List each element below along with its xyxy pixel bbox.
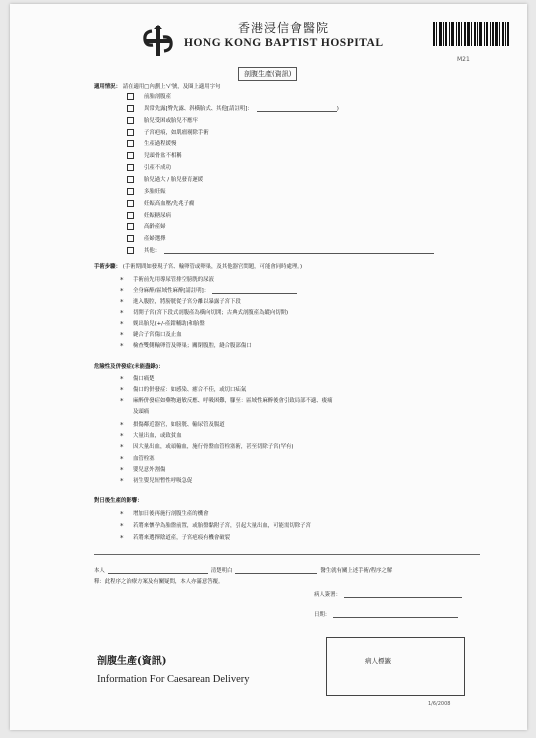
indication-checkbox[interactable] [127,117,134,124]
procedure-item: 縫合子宮傷口及止血 [133,332,182,338]
barcode [433,22,518,46]
indication-item: 妊娠高血壓/先兆子癇 [127,200,194,207]
risk-item-continued: 及頭痛 [133,409,150,415]
procedure-intro: (手術期間如發現子宮、輸卵管或卵巢，及其他器官問題，可能會同時處理。) [122,264,303,270]
indication-checkbox[interactable] [127,176,134,183]
indication-item: 多胎妊娠 [127,188,166,195]
indication-checkbox[interactable] [127,200,134,207]
risk-item: 傷口痛楚 [133,376,155,382]
procedure-item: 進入腹腔，將膀胱從子宮分離以暴露子宮下段 [133,299,241,305]
hospital-name-en: HONG KONG BAPTIST HOSPITAL [184,37,384,49]
indication-item: 異常先露[臀先露、斜橫胎式、其他[請註明]： ) [127,105,339,112]
procedure-item: 娩出胎兒(+/-產鉗輔助)和胎盤 [133,321,205,327]
procedure-item: 手術前先用導尿管排空膀胱的尿液 [133,277,214,283]
risk-item: 傷口的併發症：如感染、癒合不佳，或切口疝氣 [133,387,247,393]
risk-item: 麻醉併發症如藥物過敏反應、呼吸困難，腳至：區域性麻醉後會引致局部不適、痠痛 [133,398,333,404]
indication-checkbox[interactable] [127,93,134,100]
procedure-heading [94,265,302,270]
bullet-star: * [120,421,124,429]
risk-item: 初生嬰兒短暫性呼吸急促 [133,478,193,484]
bullet-star: * [120,375,124,383]
bullet-star: * [120,477,124,485]
hospital-name-zh: 香港浸信會醫院 [238,21,330,35]
indication-item: 胎兒受困或胎兒不應牢 [127,117,198,124]
footer-title-en: Information For Caesarean Delivery [97,674,250,685]
bullet-star: * [120,320,124,328]
indication-checkbox[interactable] [127,129,134,136]
bullet-star: * [120,397,124,405]
indication-item: 子宮疤痕，如肌瘤剔除手術 [127,129,209,136]
bullet-star: * [120,522,124,530]
indication-item: 胎兒過大 / 胎兒發育遲緩 [127,176,203,183]
doctor-name-field[interactable] [235,573,317,574]
indications-heading [94,85,220,90]
future-item: 增加日後再施行剖腹生產的機會 [133,511,209,517]
indication-checkbox[interactable] [127,152,134,159]
other-presentation-field[interactable] [257,111,337,112]
form-title: 剖腹生產(資訊) [238,67,297,81]
consent-line-1: 本人 清楚明白 醫生就有關上述手術/程序之解 [94,568,393,574]
patient-name-field[interactable] [108,573,208,574]
future-item: 若將來懷孕為胎盤前置，或胎盤黏附子宮，引起大量出血，可能需切除子宮 [133,523,311,529]
indications-intro: 請在適用□內劃上'√'號，及圈上適用字句 [122,84,221,90]
procedure-item: 切開子宮(宮下段式剖腹產為橫向切開；古典式剖腹產為縱向切開) [133,310,289,316]
bullet-star: * [120,510,124,518]
bullet-star: * [120,276,124,284]
patient-label-box [326,637,465,696]
bullet-star: * [120,287,124,295]
bullet-star: * [120,298,124,306]
indication-checkbox[interactable] [127,105,134,112]
risk-item: 因大量出血，或頑輸血，施行骨盤血管栓塞術，甚至切除子宮(罕有) [133,444,294,450]
patient-signature-row: 病人簽署： [314,593,462,598]
indication-item: 兒頭骨盆不相稱 [127,152,182,159]
indication-item: 引產不成功 [127,164,171,171]
other-indication-field[interactable] [164,253,434,254]
indication-checkbox[interactable] [127,223,134,230]
anaesthesia-field[interactable] [212,293,297,294]
patient-label-text: 病人標籤 [365,657,391,665]
risk-item: 損傷鄰近器官，如膀胱、輸尿管及腸道 [133,422,225,428]
indication-checkbox[interactable] [127,188,134,195]
bullet-star: * [120,342,124,350]
indication-item: 生產過程緩慢 [127,140,176,147]
future-item: 若將來選擇陰道產，子宮疤痕有機會破裂 [133,535,231,541]
risk-item: 嬰兒意外割傷 [133,467,166,473]
procedure-label: 手術步驟： [94,264,121,270]
indication-item: 妊娠糖尿病 [127,212,171,219]
indication-item: 其他： [127,247,434,254]
indication-checkbox[interactable] [127,247,134,254]
indications-label: 適用情況： [94,84,121,90]
bullet-star: * [120,534,124,542]
section-divider [94,554,480,555]
risk-item: 血管栓塞 [133,456,155,462]
consent-line-2: 釋：此程序之治療方案及有關疑問，本人亦滿意答覆。 [94,579,224,585]
date-field[interactable] [333,617,458,618]
bullet-star: * [120,466,124,474]
bullet-star: * [120,331,124,339]
indication-item: 高齡產婦 [127,223,166,230]
future-label: 對日後生產的影響： [94,498,143,504]
indication-checkbox[interactable] [127,140,134,147]
risks-label: 危險性及併發症(未能盡錄)： [94,364,164,370]
indication-checkbox[interactable] [127,164,134,171]
patient-signature-field[interactable] [344,597,462,598]
bullet-star: * [120,386,124,394]
procedure-item: 檢查雙側輸卵管及卵巢；關閉腹腔，縫合腹部傷口 [133,343,252,349]
document-version-date: 1/6/2008 [428,701,451,707]
bullet-star: * [120,443,124,451]
date-row: 日期： [314,613,458,618]
indication-item: 產婦選擇 [127,235,166,242]
indication-checkbox[interactable] [127,235,134,242]
form-code: M21 [457,56,470,63]
bullet-star: * [120,432,124,440]
footer-title-zh: 剖腹生產(資訊) [97,656,167,667]
indication-item: 前胎剖腹產 [127,93,171,100]
indication-checkbox[interactable] [127,212,134,219]
risk-item: 大量出血，或致貧血 [133,433,182,439]
procedure-item: 全身麻醉/區域性麻醉[請註明]： [133,289,297,294]
hospital-logo-icon [138,23,178,59]
form-page [10,4,527,730]
bullet-star: * [120,309,124,317]
bullet-star: * [120,455,124,463]
